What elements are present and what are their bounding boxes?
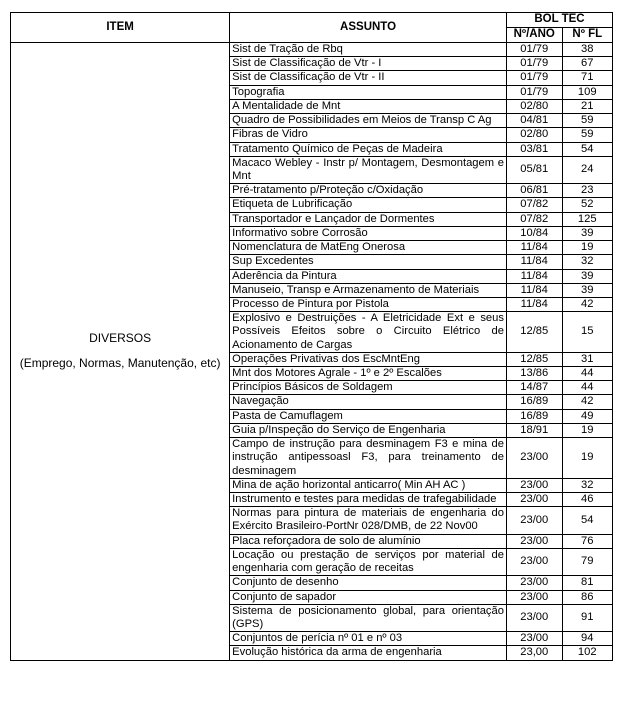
n-ano-cell: 12/85 <box>506 312 562 353</box>
assunto-cell: Locação ou prestação de serviços por material de engenharia com geração de receitas <box>230 548 507 575</box>
n-fl-cell: 109 <box>562 85 612 99</box>
n-fl-cell: 39 <box>562 226 612 240</box>
n-ano-cell: 01/79 <box>506 71 562 85</box>
n-fl-cell: 59 <box>562 128 612 142</box>
item-group-title: DIVERSOS <box>89 331 152 346</box>
n-fl-cell: 54 <box>562 142 612 156</box>
n-ano-cell: 06/81 <box>506 184 562 198</box>
header-n-ano: Nº/ANO <box>506 28 562 43</box>
n-ano-cell: 23/00 <box>506 493 562 507</box>
n-ano-cell: 07/82 <box>506 198 562 212</box>
assunto-cell: Etiqueta de Lubrificação <box>230 198 507 212</box>
assunto-cell: Sist de Classificação de Vtr - I <box>230 57 507 71</box>
n-ano-cell: 23/00 <box>506 534 562 548</box>
n-ano-cell: 02/80 <box>506 99 562 113</box>
assunto-cell: Explosivo e Destruições - A Eletricidade Ext e seus Possíveis Efeitos sobre o Circuito Elétrico de Acionamento de Cargas <box>230 312 507 353</box>
n-fl-cell: 44 <box>562 381 612 395</box>
n-fl-cell: 19 <box>562 423 612 437</box>
header-assunto: ASSUNTO <box>230 13 507 43</box>
n-ano-cell: 07/82 <box>506 212 562 226</box>
n-ano-cell: 04/81 <box>506 114 562 128</box>
assunto-cell: Quadro de Possibilidades em Meios de Transp C Ag <box>230 114 507 128</box>
n-ano-cell: 05/81 <box>506 156 562 183</box>
n-fl-cell: 42 <box>562 395 612 409</box>
header-item: ITEM <box>11 13 230 43</box>
item-group-subtitle: (Emprego, Normas, Manutenção, etc) <box>19 356 221 371</box>
n-ano-cell: 23/00 <box>506 632 562 646</box>
n-fl-cell: 81 <box>562 576 612 590</box>
assunto-cell: Mina de ação horizontal anticarro( Min AH AC ) <box>230 478 507 492</box>
assunto-cell: Navegação <box>230 395 507 409</box>
assunto-cell: Sup Excedentes <box>230 255 507 269</box>
assunto-cell: Placa reforçadora de solo de alumínio <box>230 534 507 548</box>
n-fl-cell: 42 <box>562 297 612 311</box>
n-ano-cell: 13/86 <box>506 367 562 381</box>
assunto-cell: Aderência da Pintura <box>230 269 507 283</box>
n-ano-cell: 23/00 <box>506 507 562 534</box>
assunto-cell: Nomenclatura de MatEng Onerosa <box>230 241 507 255</box>
n-fl-cell: 54 <box>562 507 612 534</box>
n-ano-cell: 11/84 <box>506 269 562 283</box>
n-fl-cell: 21 <box>562 99 612 113</box>
n-fl-cell: 19 <box>562 241 612 255</box>
n-ano-cell: 11/84 <box>506 241 562 255</box>
n-fl-cell: 23 <box>562 184 612 198</box>
n-fl-cell: 24 <box>562 156 612 183</box>
assunto-cell: Evolução histórica da arma de engenharia <box>230 646 507 660</box>
assunto-cell: Tratamento Químico de Peças de Madeira <box>230 142 507 156</box>
n-ano-cell: 11/84 <box>506 255 562 269</box>
n-ano-cell: 23/00 <box>506 438 562 479</box>
assunto-cell: Topografia <box>230 85 507 99</box>
n-fl-cell: 15 <box>562 312 612 353</box>
assunto-cell: Sistema de posicionamento global, para orientação (GPS) <box>230 604 507 631</box>
assunto-cell: Pasta de Camuflagem <box>230 409 507 423</box>
n-fl-cell: 32 <box>562 478 612 492</box>
assunto-cell: Instrumento e testes para medidas de trafegabilidade <box>230 493 507 507</box>
n-fl-cell: 32 <box>562 255 612 269</box>
n-ano-cell: 23,00 <box>506 646 562 660</box>
n-fl-cell: 86 <box>562 590 612 604</box>
assunto-cell: Princípios Básicos de Soldagem <box>230 381 507 395</box>
assunto-cell: Mnt dos Motores Agrale - 1º e 2º Escalões <box>230 367 507 381</box>
n-fl-cell: 71 <box>562 71 612 85</box>
n-ano-cell: 16/89 <box>506 409 562 423</box>
n-fl-cell: 44 <box>562 367 612 381</box>
n-ano-cell: 01/79 <box>506 85 562 99</box>
assunto-cell: Pré-tratamento p/Proteção c/Oxidação <box>230 184 507 198</box>
table-row <box>11 43 613 57</box>
n-ano-cell: 14/87 <box>506 381 562 395</box>
assunto-cell: Processo de Pintura por Pistola <box>230 297 507 311</box>
n-ano-cell: 18/91 <box>506 423 562 437</box>
n-fl-cell: 49 <box>562 409 612 423</box>
assunto-cell: Operações Privativas dos EscMntEng <box>230 352 507 366</box>
assunto-cell: Sist de Classificação de Vtr - II <box>230 71 507 85</box>
n-ano-cell: 23/00 <box>506 590 562 604</box>
assunto-cell: A Mentalidade de Mnt <box>230 99 507 113</box>
n-ano-cell: 12/85 <box>506 352 562 366</box>
n-ano-cell: 02/80 <box>506 128 562 142</box>
n-fl-cell: 59 <box>562 114 612 128</box>
n-fl-cell: 38 <box>562 43 612 57</box>
header-n-fl: Nº FL <box>562 28 612 43</box>
n-ano-cell: 11/84 <box>506 297 562 311</box>
n-fl-cell: 19 <box>562 438 612 479</box>
n-fl-cell: 91 <box>562 604 612 631</box>
n-fl-cell: 31 <box>562 352 612 366</box>
assunto-cell: Normas para pintura de materiais de engenharia do Exército Brasileiro-PortNr 028/DMB, de 22 Nov00 <box>230 507 507 534</box>
n-ano-cell: 01/79 <box>506 43 562 57</box>
assunto-cell: Informativo sobre Corrosão <box>230 226 507 240</box>
n-ano-cell: 11/84 <box>506 283 562 297</box>
n-fl-cell: 76 <box>562 534 612 548</box>
header-bol-tec: BOL TEC <box>506 13 612 28</box>
assunto-cell: Macaco Webley - Instr p/ Montagem, Desmontagem e Mnt <box>230 156 507 183</box>
assunto-cell: Sist de Tração de Rbq <box>230 43 507 57</box>
item-group-cell <box>11 43 230 661</box>
n-fl-cell: 39 <box>562 283 612 297</box>
n-fl-cell: 67 <box>562 57 612 71</box>
n-ano-cell: 23/00 <box>506 576 562 590</box>
assunto-cell: Conjunto de desenho <box>230 576 507 590</box>
bulletin-index-table <box>10 12 613 661</box>
assunto-cell: Conjuntos de perícia nº 01 e nº 03 <box>230 632 507 646</box>
n-fl-cell: 52 <box>562 198 612 212</box>
assunto-cell: Transportador e Lançador de Dormentes <box>230 212 507 226</box>
n-ano-cell: 23/00 <box>506 604 562 631</box>
n-fl-cell: 102 <box>562 646 612 660</box>
n-ano-cell: 03/81 <box>506 142 562 156</box>
n-ano-cell: 16/89 <box>506 395 562 409</box>
n-fl-cell: 94 <box>562 632 612 646</box>
assunto-cell: Fibras de Vidro <box>230 128 507 142</box>
assunto-cell: Conjunto de sapador <box>230 590 507 604</box>
assunto-cell: Manuseio, Transp e Armazenamento de Materiais <box>230 283 507 297</box>
assunto-cell: Campo de instrução para desminagem F3 e mina de instrução antipessoasl F3, para treinamento de desminagem <box>230 438 507 479</box>
n-fl-cell: 79 <box>562 548 612 575</box>
n-fl-cell: 125 <box>562 212 612 226</box>
n-ano-cell: 23/00 <box>506 548 562 575</box>
n-ano-cell: 01/79 <box>506 57 562 71</box>
assunto-cell: Guia p/Inspeção do Serviço de Engenharia <box>230 423 507 437</box>
n-fl-cell: 39 <box>562 269 612 283</box>
n-ano-cell: 10/84 <box>506 226 562 240</box>
n-fl-cell: 46 <box>562 493 612 507</box>
table-body <box>11 43 613 661</box>
n-ano-cell: 23/00 <box>506 478 562 492</box>
